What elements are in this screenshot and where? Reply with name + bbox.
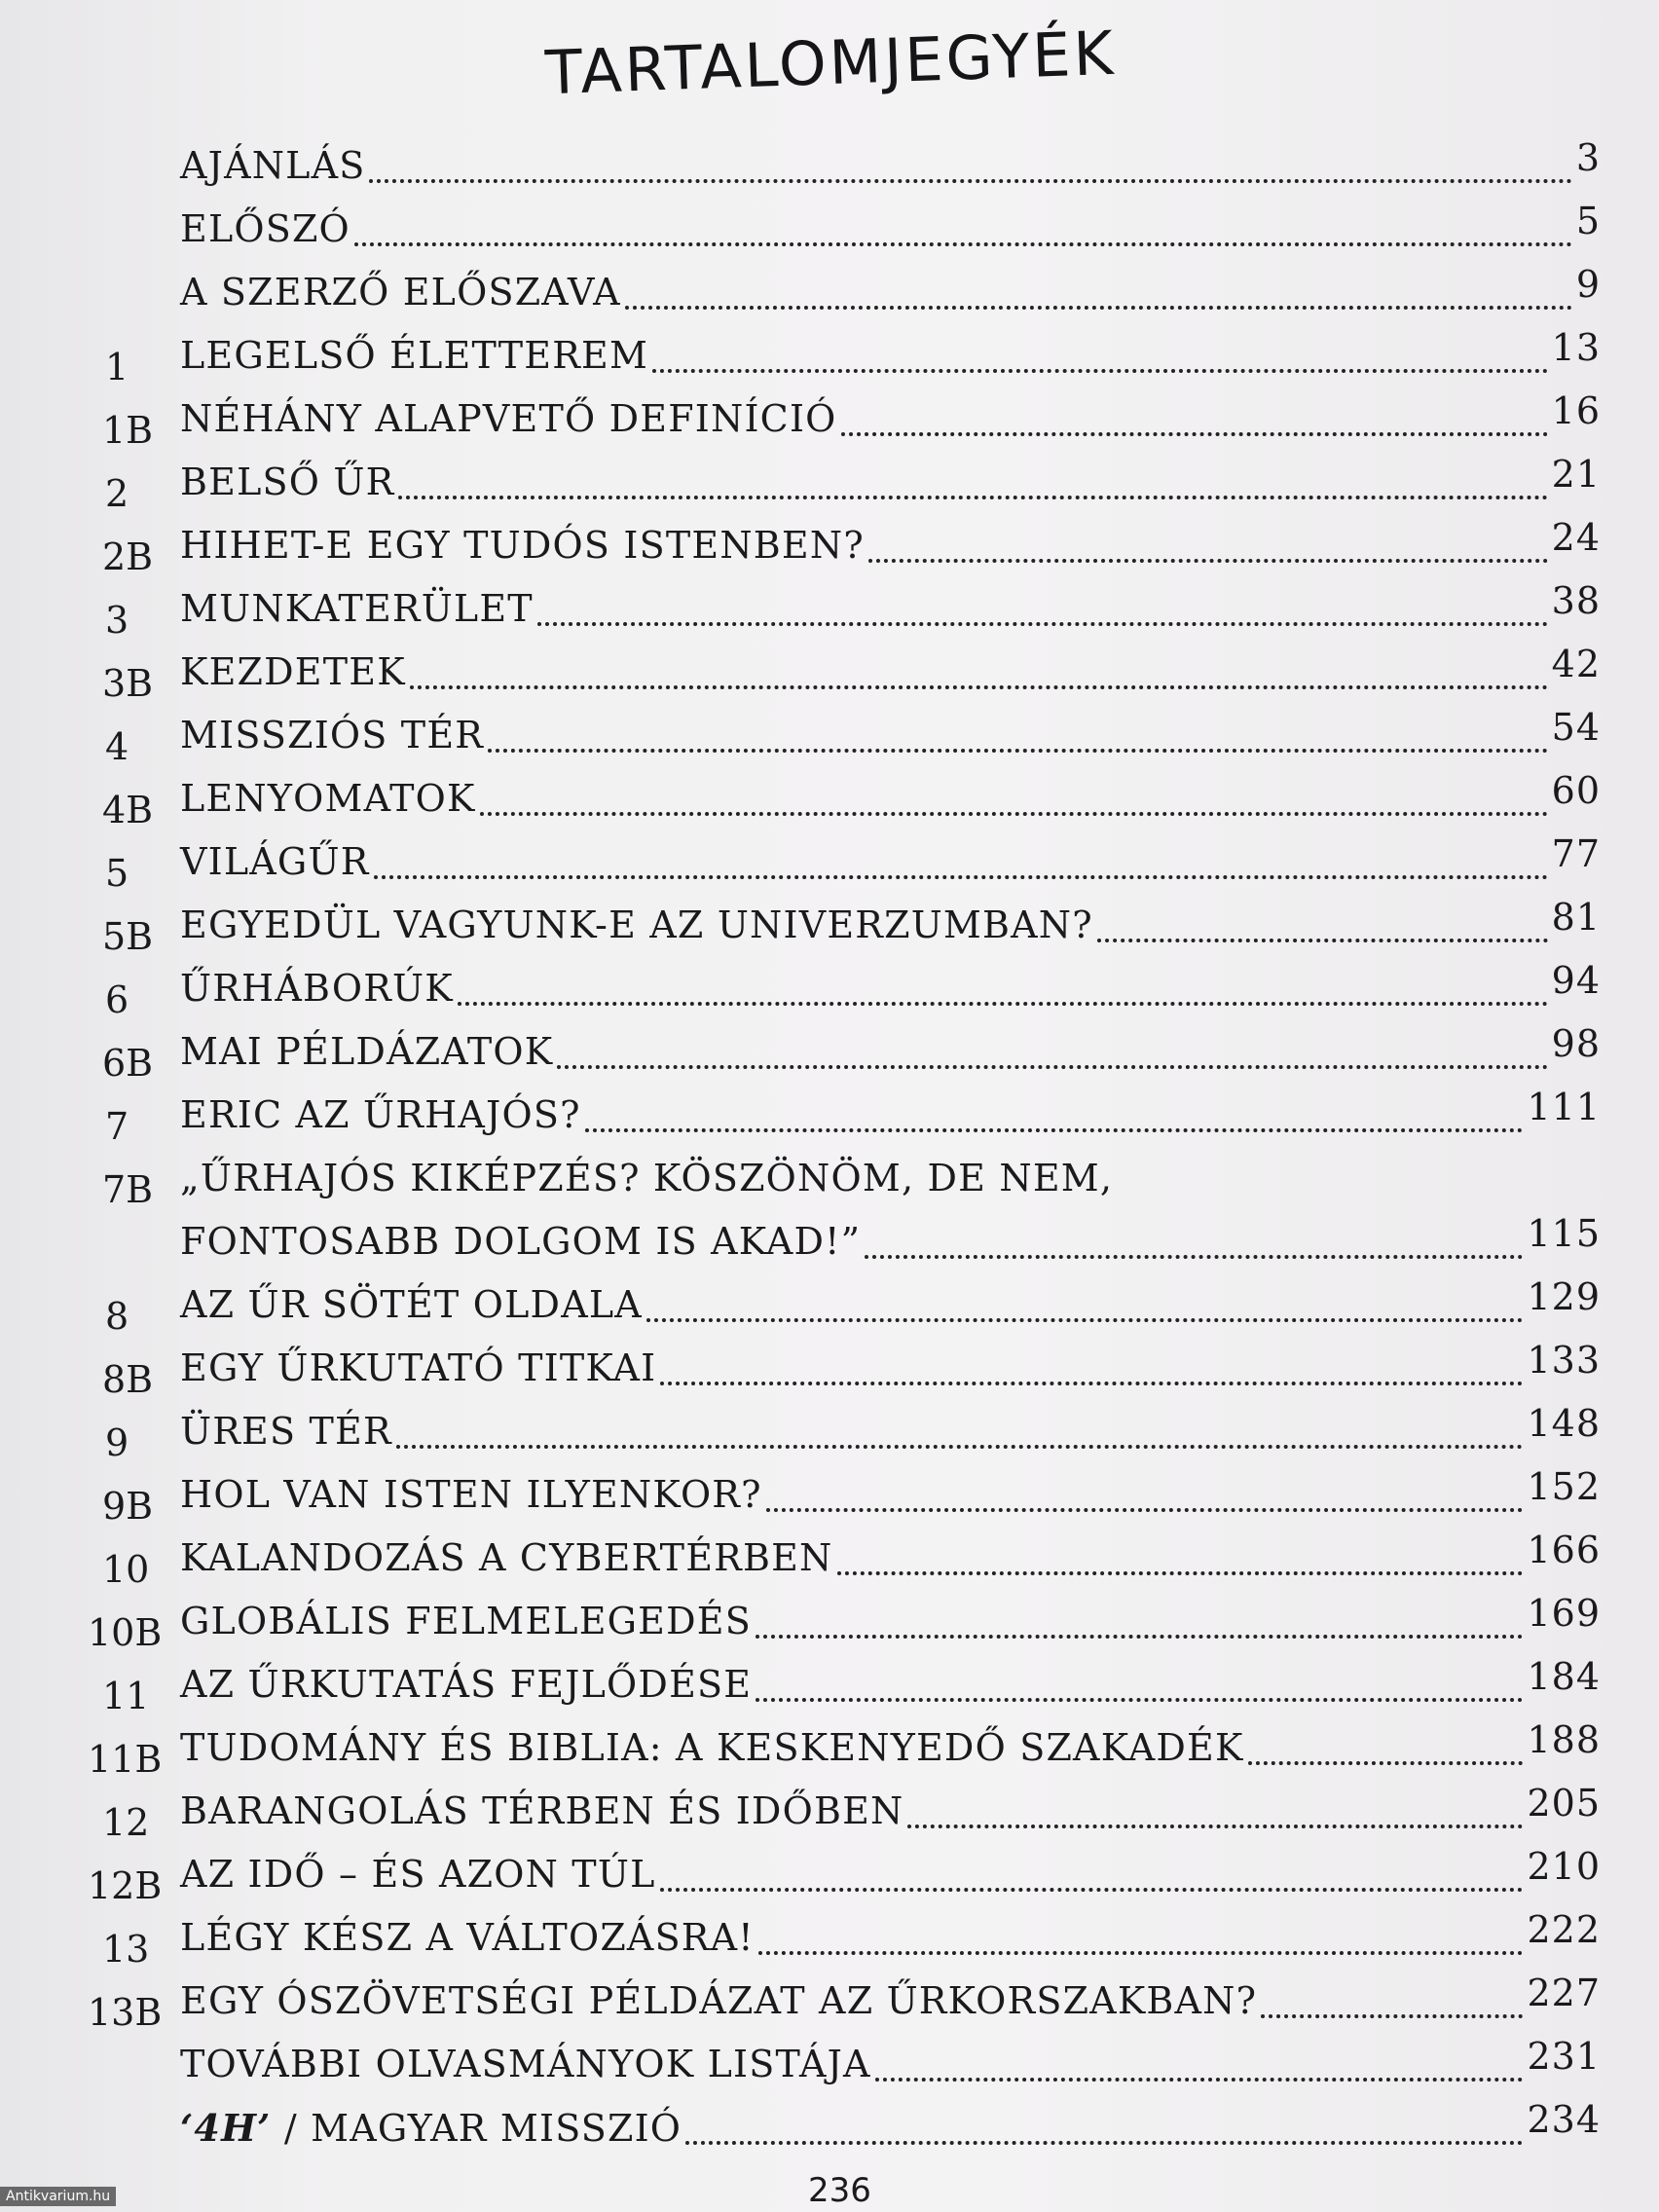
toc-entry (0, 1275, 1659, 1336)
toc-entry-page: 5 (1575, 200, 1601, 242)
toc-entry (0, 1655, 1659, 1715)
toc-entry-page: 148 (1527, 1402, 1601, 1445)
toc-dot-leader (660, 1888, 1523, 1892)
toc-entry-title (180, 650, 406, 693)
toc-entry-number: 2B (102, 535, 154, 578)
toc-entry-title (180, 967, 454, 1010)
toc-entry-page: 16 (1551, 389, 1601, 432)
toc-entry (0, 1086, 1659, 1146)
toc-entry-title-text: LEGELSŐ ÉLETTEREM (180, 334, 649, 377)
toc-entry-page: 210 (1527, 1845, 1601, 1888)
toc-entry-number: 3B (102, 662, 154, 705)
toc-entry-title-text: GLOBÁLIS FELMELEGEDÉS (180, 1600, 752, 1642)
toc-entry-title (180, 1346, 656, 1389)
footer-page-number: 236 (808, 2171, 871, 2210)
toc-entry-title-text: AZ ŰRKUTATÁS FEJLŐDÉSE (180, 1663, 753, 1706)
toc-entry-number: 8 (105, 1295, 129, 1338)
toc-dot-leader (1248, 1761, 1523, 1765)
toc-entry-number: 10B (88, 1611, 163, 1654)
toc-entry-title-text: AJÁNLÁS (180, 144, 366, 187)
toc-entry-title (180, 903, 1093, 946)
toc-entry-title-text: EGY ÓSZÖVETSÉGI PÉLDÁZAT AZ ŰRKORSZAKBAN? (180, 1979, 1258, 2022)
toc-entry (0, 263, 1659, 323)
toc-entry (0, 1908, 1659, 1969)
toc-entry (0, 389, 1659, 450)
toc-entry-number: 4 (105, 725, 129, 768)
toc-entry-title (180, 524, 865, 567)
toc-dot-leader (756, 1635, 1523, 1639)
toc-entry-title-text: MUNKATERÜLET (180, 587, 534, 630)
toc-entry-page: 77 (1551, 832, 1601, 875)
toc-entry-title (180, 1220, 861, 1263)
toc-entry (0, 2035, 1659, 2095)
toc-entry-title (180, 1789, 903, 1832)
watermark: Antikvarium.hu (0, 2187, 116, 2206)
toc-entry-page: 169 (1527, 1592, 1601, 1635)
toc-dot-leader (875, 2078, 1523, 2082)
toc-dot-leader (766, 1508, 1523, 1512)
toc-entry (0, 1782, 1659, 1842)
toc-entry (0, 706, 1659, 766)
toc-entry-page: 81 (1551, 896, 1601, 939)
toc-entry-title-text: MISSZIÓS TÉR (180, 714, 485, 756)
toc-entry-title (180, 1979, 1257, 2022)
toc-entry-title-text: ÜRES TÉR (180, 1410, 392, 1453)
toc-entry-number: 1 (105, 346, 129, 388)
toc-entry (0, 1972, 1659, 2032)
toc-entry-number: 7 (105, 1105, 129, 1148)
toc-entry-title-text: „ŰRHAJÓS KIKÉPZÉS? KÖSZÖNÖM, DE NEM, (180, 1157, 1114, 1199)
toc-entry-title-text: FONTOSABB DOLGOM IS AKAD!” (180, 1220, 862, 1263)
toc-entry-number: 12 (102, 1801, 150, 1844)
toc-entry-number: 13B (88, 1991, 163, 2034)
toc-entry-page: 21 (1551, 453, 1601, 496)
toc-dot-leader (374, 875, 1548, 879)
toc-entry-page: 166 (1527, 1529, 1601, 1571)
toc-entry (0, 1529, 1659, 1589)
toc-entry-title (180, 587, 534, 630)
toc-entry-title (180, 1410, 392, 1453)
toc-entry-title-text: NÉHÁNY ALAPVETŐ DEFINÍCIÓ (180, 397, 837, 440)
toc-entry-title-text: KALANDOZÁS A CYBERTÉRBEN (180, 1536, 833, 1579)
toc-entry (0, 1592, 1659, 1652)
toc-entry-number: 9B (102, 1485, 154, 1528)
toc-entry-page: 133 (1527, 1339, 1601, 1382)
toc-entry-title (180, 1916, 755, 1959)
toc-entry-page: 24 (1551, 516, 1601, 559)
toc-entry-title-text: ERIC AZ ŰRHAJÓS? (180, 1093, 581, 1136)
toc-entry-page: 38 (1551, 579, 1601, 622)
toc-dot-leader (354, 242, 1572, 246)
toc-entry-title (180, 714, 484, 756)
toc-dot-leader (841, 432, 1548, 436)
toc-entry (0, 643, 1659, 703)
toc-entry-title-text: EGY ŰRKUTATÓ TITKAI (180, 1346, 657, 1389)
toc-entry-number: 10 (102, 1548, 150, 1591)
toc-entry-title (180, 1473, 762, 1516)
toc-entry-title (180, 461, 394, 503)
toc-entry-title-text: BARANGOLÁS TÉRBEN ÉS IDŐBEN (180, 1789, 904, 1832)
toc-dot-leader (458, 1002, 1548, 1006)
toc-dot-leader (557, 1065, 1548, 1069)
toc-entry-title (180, 397, 837, 440)
toc-entry-title-text: EGYEDÜL VAGYUNK-E AZ UNIVERZUMBAN? (180, 903, 1093, 946)
toc-entry-title-text: / MAGYAR MISSZIÓ (271, 2107, 682, 2150)
toc-dot-leader (758, 1951, 1523, 1955)
toc-dot-leader (868, 559, 1548, 563)
toc-entry-title (180, 334, 648, 377)
toc-entry-number: 12B (88, 1864, 163, 1907)
toc-dot-leader (865, 1255, 1523, 1259)
toc-entry-title-text: AZ ŰR SÖTÉT OLDALA (180, 1283, 643, 1326)
toc-entry-page: 94 (1551, 959, 1601, 1002)
toc-entry-number: 6 (105, 978, 129, 1021)
toc-entry (0, 1149, 1659, 1209)
toc-entry-title-text: TUDOMÁNY ÉS BIBLIA: A KESKENYEDŐ SZAKADÉK (180, 1726, 1244, 1769)
toc-entry-title-text: MAI PÉLDÁZATOK (180, 1030, 554, 1073)
toc-entry-number: 13 (102, 1928, 150, 1971)
toc-dot-leader (756, 1698, 1523, 1702)
toc-entry-page: 42 (1551, 643, 1601, 685)
toc-entry-title (180, 144, 365, 187)
toc-entry-title (180, 840, 370, 883)
toc-entry (0, 1402, 1659, 1462)
toc-entry-title (180, 2043, 871, 2085)
toc-entry-title (180, 777, 476, 820)
toc-entry-title-text: KEZDETEK (180, 650, 406, 693)
toc-dot-leader (837, 1571, 1523, 1575)
toc-entry-title-text: LÉGY KÉSZ A VÁLTOZÁSRA! (180, 1916, 755, 1959)
toc-entry-title (180, 271, 621, 313)
toc-entry (0, 1718, 1659, 1779)
toc-entry-page: 111 (1527, 1086, 1601, 1128)
toc-entry-title (180, 1157, 1113, 1199)
toc-entry (0, 2098, 1659, 2158)
toc-entry (0, 516, 1659, 576)
toc-entry-title (180, 1283, 643, 1326)
toc-entry-number: 3 (105, 599, 129, 642)
toc-entry-page: 54 (1551, 706, 1601, 749)
toc-entry (0, 1022, 1659, 1083)
toc-entry-title-text: LENYOMATOK (180, 777, 476, 820)
toc-entry-page: 3 (1575, 136, 1601, 179)
toc-entry-number: 5 (105, 852, 129, 895)
toc-entry-title (180, 1030, 553, 1073)
toc-entry-page: 129 (1527, 1275, 1601, 1318)
toc-entry-page: 152 (1527, 1465, 1601, 1508)
toc-dot-leader (585, 1128, 1523, 1132)
page-title: TARTALOMJEGYÉK (543, 17, 1118, 109)
toc-entry (0, 1845, 1659, 1905)
toc-dot-leader (398, 496, 1548, 499)
toc-dot-leader (652, 369, 1548, 373)
toc-entry (0, 1339, 1659, 1399)
toc-entry (0, 1212, 1659, 1272)
toc-entry-number: 8B (102, 1358, 154, 1401)
toc-dot-leader (907, 1825, 1523, 1828)
toc-entry-title (180, 1600, 752, 1642)
toc-entry-number: 1B (102, 409, 154, 452)
toc-entry-title-text: A SZERZŐ ELŐSZAVA (180, 271, 621, 313)
toc-entry (0, 326, 1659, 387)
toc-entry-title-text: AZ IDŐ – ÉS AZON TÚL (180, 1853, 656, 1896)
toc-entry-title-text: HOL VAN ISTEN ILYENKOR? (180, 1473, 762, 1516)
toc-entry (0, 769, 1659, 830)
toc-entry (0, 832, 1659, 893)
toc-entry-page: 13 (1551, 326, 1601, 369)
toc-entry-number: 11B (88, 1738, 163, 1781)
toc-entry-page: 234 (1527, 2098, 1601, 2141)
toc-entry-title (180, 2106, 682, 2150)
toc-entry-title-text: HIHET-E EGY TUDÓS ISTENBEN? (180, 524, 865, 567)
toc-entry-title-text: BELSŐ ŰR (180, 461, 395, 503)
toc-entry-title-text: ŰRHÁBORÚK (180, 967, 454, 1010)
toc-entry-title (180, 1726, 1244, 1769)
toc-entry-page: 231 (1527, 2035, 1601, 2078)
toc-entry-title-emphasis: ‘4H’ (180, 2106, 272, 2150)
toc-entry-title (180, 1093, 581, 1136)
toc-entry (0, 959, 1659, 1019)
toc-dot-leader (646, 1318, 1523, 1322)
toc-entry-title-text: ELŐSZÓ (180, 207, 350, 250)
toc-entry-page: 9 (1575, 263, 1601, 306)
toc-dot-leader (410, 685, 1548, 689)
toc-dot-leader (660, 1382, 1523, 1385)
toc-dot-leader (488, 749, 1548, 753)
toc-dot-leader (537, 622, 1548, 626)
toc-entry-title (180, 1536, 833, 1579)
toc-entry-number: 11 (102, 1675, 150, 1717)
toc-dot-leader (1261, 2014, 1523, 2018)
toc-entry-page: 60 (1551, 769, 1601, 812)
toc-dot-leader (369, 179, 1572, 183)
toc-entry-title-text: VILÁGŰR (180, 840, 370, 883)
toc-entry-page: 227 (1527, 1972, 1601, 2014)
toc-entry-number: 4B (102, 789, 154, 831)
toc-dot-leader (480, 812, 1548, 816)
toc-entry (0, 579, 1659, 640)
toc-entry (0, 1465, 1659, 1526)
toc-entry-title (180, 1853, 656, 1896)
toc-dot-leader (625, 306, 1572, 310)
toc-dot-leader (1097, 939, 1548, 942)
toc-entry-number: 9 (105, 1421, 129, 1464)
toc-dot-leader (685, 2141, 1523, 2145)
toc-entry-number: 5B (102, 915, 154, 958)
toc-dot-leader (396, 1445, 1523, 1449)
toc-entry-number: 7B (102, 1168, 154, 1211)
toc-entry (0, 200, 1659, 260)
toc-entry-page: 184 (1527, 1655, 1601, 1698)
toc-entry-title (180, 1663, 752, 1706)
toc-entry-page: 222 (1527, 1908, 1601, 1951)
toc-entry-page: 188 (1527, 1718, 1601, 1761)
toc-entry-page: 205 (1527, 1782, 1601, 1825)
toc-entry-page: 98 (1551, 1022, 1601, 1065)
toc-entry-page: 115 (1527, 1212, 1601, 1255)
toc-entry-number: 6B (102, 1042, 154, 1085)
toc-entry (0, 136, 1659, 197)
toc-entry-title (180, 207, 350, 250)
toc-entry (0, 453, 1659, 513)
toc-entry (0, 896, 1659, 956)
toc-entry-number: 2 (105, 472, 129, 515)
toc-entry-title-text: TOVÁBBI OLVASMÁNYOK LISTÁJA (180, 2043, 871, 2085)
